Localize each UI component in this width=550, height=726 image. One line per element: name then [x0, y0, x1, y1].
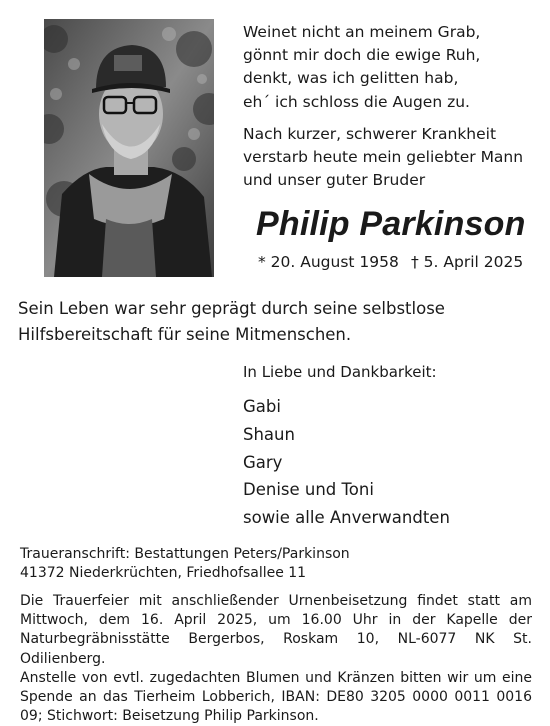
portrait-photo: [44, 19, 214, 277]
announcement-line: verstarb heute mein geliebter Mann: [243, 148, 524, 167]
birth-date: * 20. August 1958: [258, 253, 399, 271]
address-line: 41372 Niederkrüchten, Friedhofsallee 11: [20, 565, 307, 582]
mourner: Shaun: [243, 424, 295, 444]
announcement-line: Nach kurzer, schwerer Krankheit: [243, 125, 497, 143]
mourners-list: [243, 393, 450, 532]
mourning-address: [20, 545, 350, 584]
death-date: † 5. April 2025: [411, 253, 524, 271]
ceremony-details: [20, 592, 532, 726]
mourner: Gary: [243, 452, 283, 472]
thanks-heading: In Liebe und Dankbarkeit:: [243, 363, 437, 381]
poem: [243, 21, 480, 114]
poem-line: Weinet nicht an meinem Grab,: [243, 23, 481, 41]
mourner: Denise und Toni: [243, 480, 374, 500]
poem-line: gönnt mir doch die ewige Ruh,: [243, 46, 481, 65]
tribute-text: [18, 296, 445, 348]
address-line: Traueranschrift: Bestattungen Peters/Parkinson: [20, 546, 350, 562]
mourner: sowie alle Anverwandten: [243, 508, 450, 528]
poem-line: denkt, was ich gelitten hab,: [243, 69, 459, 88]
mourner: Gabi: [243, 397, 281, 416]
poem-line: eh´ ich schloss die Augen zu.: [243, 92, 470, 111]
tribute-line: Sein Leben war sehr geprägt durch seine selbstlose: [18, 299, 445, 318]
donation-request: Anstelle von evtl. zugedachten Blumen und Kränzen bitten wir um eine Spende an das Tierheim Lobberich, IBAN: DE80 3205 0000 0011 0016 09; Stichwort: Beisetzung Philip Parkinson.: [20, 669, 532, 725]
death-announcement: [243, 123, 523, 193]
tribute-line: Hilfsbereitschaft für seine Mitmenschen.: [18, 325, 352, 344]
ceremony-info: Die Trauerfeier mit anschließender Urnenbeisetzung findet statt am Mittwoch, dem 16. April 2025, um 16.00 Uhr in der Kapelle der Naturbegräbnisstätte Bergerbos, Roskam 10, NL-6077 NK St. Odilienberg.: [20, 593, 532, 667]
announcement-line: und unser guter Bruder: [243, 171, 426, 190]
deceased-name: Philip Parkinson: [256, 205, 526, 243]
